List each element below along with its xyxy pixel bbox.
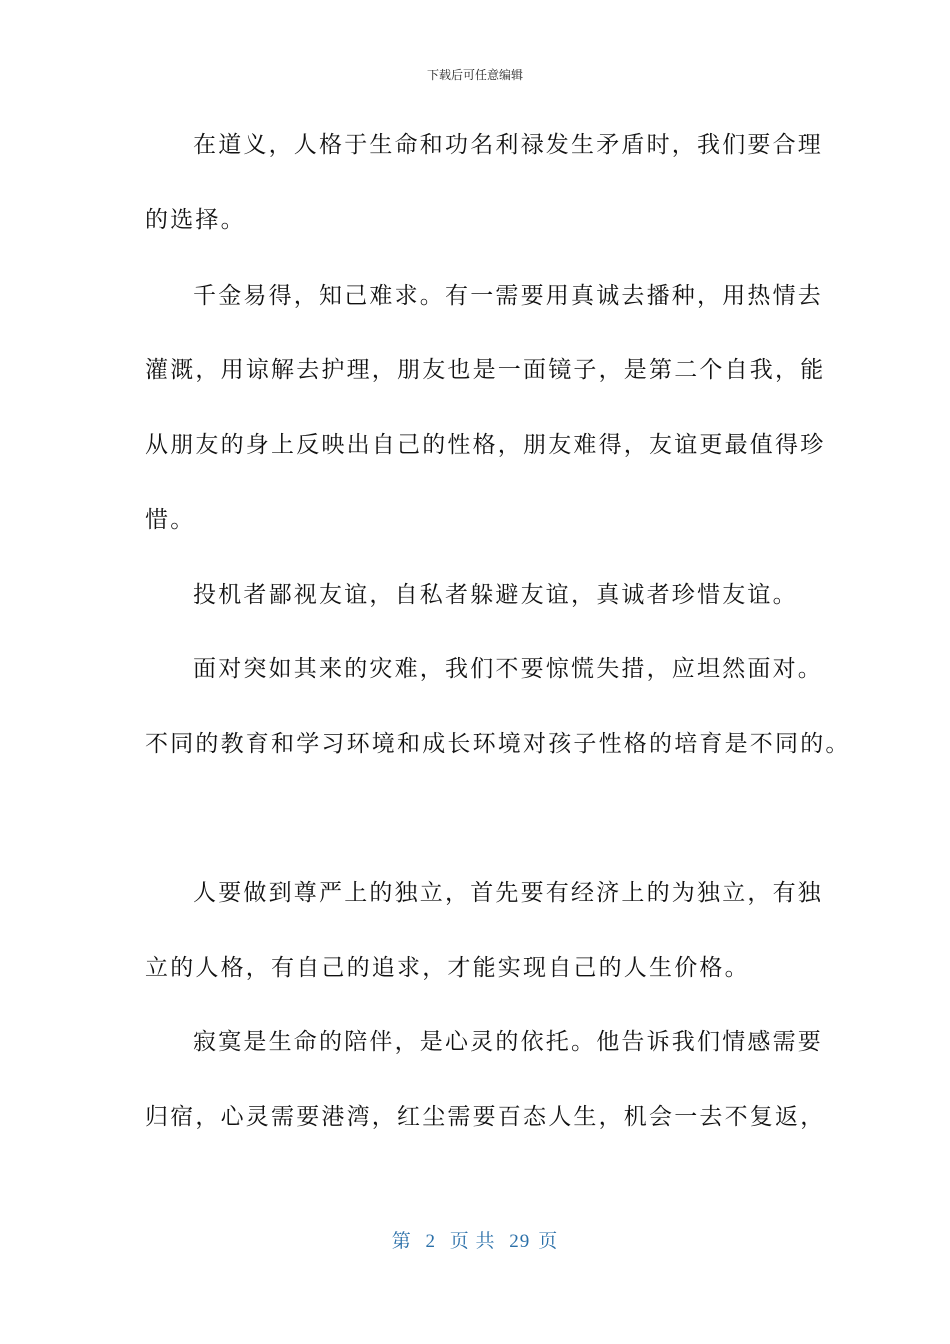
text-line: 人要做到尊严上的独立，首先要有经济上的为独立，有独 — [193, 880, 823, 906]
text-line: 立的人格，有自己的追求，才能实现自己的人生价格。 — [145, 955, 750, 981]
text-line: 不同的教育和学习环境和成长环境对孩子性格的培育是不同的。 — [145, 731, 851, 757]
footer-suffix: 页 — [538, 1231, 559, 1252]
text-line: 惜。 — [145, 507, 196, 533]
text-line: 在道义，人格于生命和功名利禄发生矛盾时，我们要合理 — [193, 132, 823, 158]
text-line: 面对突如其来的灾难，我们不要惊慌失措，应坦然面对。 — [193, 656, 823, 682]
text-line: 寂寞是生命的陪伴，是心灵的依托。他告诉我们情感需要 — [193, 1029, 823, 1055]
total-page-count: 29 — [509, 1231, 531, 1252]
text-line: 归宿，心灵需要港湾，红尘需要百态人生，机会一去不复返， — [145, 1104, 826, 1130]
text-line: 投机者鄙视友谊，自私者躲避友谊，真诚者珍惜友谊。 — [193, 582, 798, 608]
text-line: 的选择。 — [145, 207, 246, 233]
text-line: 千金易得，知己难求。有一需要用真诚去播种，用热情去 — [193, 283, 823, 309]
page-footer — [0, 1226, 950, 1253]
footer-mid: 页 共 — [449, 1231, 496, 1252]
text-line: 从朋友的身上反映出自己的性格，朋友难得，友谊更最值得珍 — [145, 432, 826, 458]
footer-prefix: 第 — [391, 1231, 412, 1252]
page-header: 下载后可任意编辑 — [426, 68, 523, 82]
current-page-number: 2 — [425, 1231, 436, 1252]
text-line: 灌溉，用谅解去护理，朋友也是一面镜子，是第二个自我，能 — [145, 357, 826, 383]
